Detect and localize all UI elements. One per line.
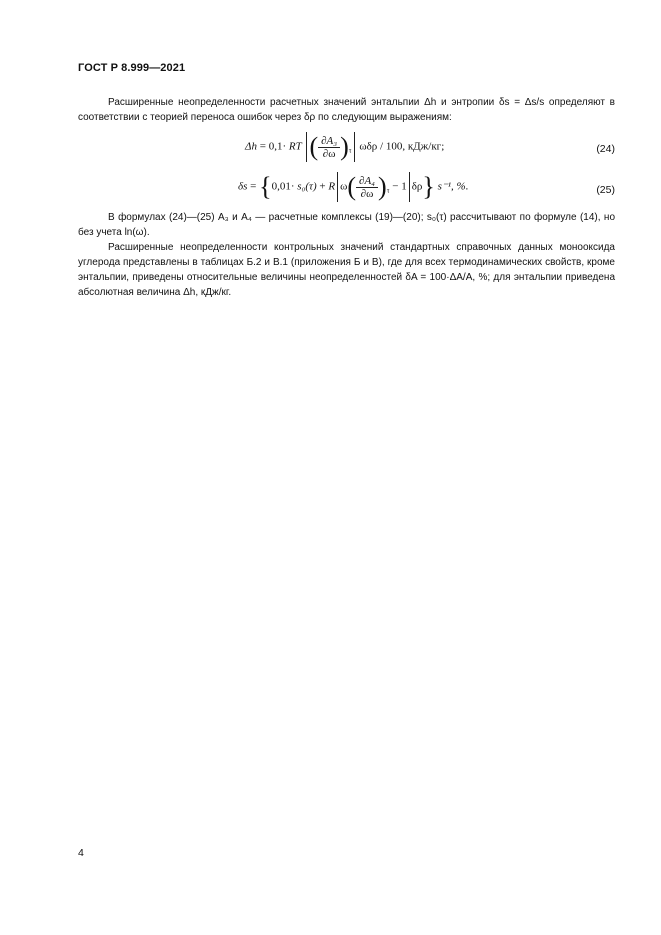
f24-fraction bbox=[318, 135, 340, 160]
f25-abs-right bbox=[409, 172, 410, 202]
f25-denominator: ∂ω bbox=[360, 187, 374, 200]
f24-eq: = bbox=[259, 140, 266, 153]
f24-lhs: Δh bbox=[245, 140, 257, 153]
f25-numerator: ∂A₄ bbox=[356, 175, 378, 188]
f25-brace-right: } bbox=[422, 172, 435, 201]
f25-r: R bbox=[328, 180, 336, 193]
f25-omega: ω bbox=[340, 180, 348, 193]
f25-s0: s₀(τ) bbox=[297, 180, 317, 193]
f25-eq: = bbox=[250, 180, 257, 193]
formulas-explanation-paragraph: В формулах (24)—(25) A₃ и A₄ — расчетные комплексы (19)—(20); s₀(τ) рассчитывают по формуле (14), но без учета ln(ω). bbox=[78, 212, 615, 238]
f25-brace-left: { bbox=[259, 172, 272, 201]
f24-tail: ωδρ / 100, кДж/кг; bbox=[359, 140, 445, 153]
f24-numerator: ∂A₃ bbox=[318, 135, 340, 148]
f24-denominator: ∂ω bbox=[322, 147, 336, 160]
page-number: 4 bbox=[78, 847, 84, 859]
f25-abs-left bbox=[337, 172, 338, 202]
f25-minus1: − 1 bbox=[392, 180, 407, 193]
formula-24 bbox=[245, 132, 444, 162]
formula-25-number: (25) bbox=[596, 184, 615, 196]
f25-fraction bbox=[356, 175, 378, 200]
f25-paren-right: ) bbox=[378, 172, 387, 201]
f25-plus: + bbox=[319, 180, 326, 193]
f24-subscript: τ bbox=[348, 146, 352, 155]
document-header: ГОСТ Р 8.999—2021 bbox=[78, 62, 186, 74]
f25-paren-left: ( bbox=[347, 172, 357, 201]
f25-part1: 0,01· bbox=[271, 180, 295, 193]
f25-drho: δρ bbox=[411, 180, 423, 193]
f24-abs-right bbox=[354, 132, 355, 162]
f24-paren-left: ( bbox=[309, 132, 319, 161]
f24-paren-right: ) bbox=[340, 132, 349, 161]
f25-tail: s⁻¹, %. bbox=[437, 180, 469, 193]
f25-lhs: δs bbox=[238, 180, 248, 193]
formula-25 bbox=[238, 172, 468, 202]
intro-paragraph: Расширенные неопределенности расчетных значений энтальпии Δh и энтропии δs = Δs/s определяют в соответствии с теорией переноса ошибок через δρ по следующим выражениям: bbox=[78, 97, 615, 123]
formula-24-number: (24) bbox=[596, 143, 615, 155]
f24-rt: RT bbox=[288, 140, 302, 153]
f24-abs-left bbox=[306, 132, 307, 162]
f25-subscript: τ bbox=[386, 186, 390, 195]
uncertainty-paragraph: Расширенные неопределенности контрольных значений стандартных справочных данных монооксида углерода представлены в таблицах Б.2 и В.1 (приложения Б и В), где для всех термодинамических свойств, кроме энтальпии, приведены относительные величины неопределенностей δA = 100·ΔA/A, %; для энтальпии приведена абсолютная величина Δh, кДж/кг. bbox=[78, 242, 615, 298]
f24-coef: 0,1· bbox=[268, 140, 287, 153]
